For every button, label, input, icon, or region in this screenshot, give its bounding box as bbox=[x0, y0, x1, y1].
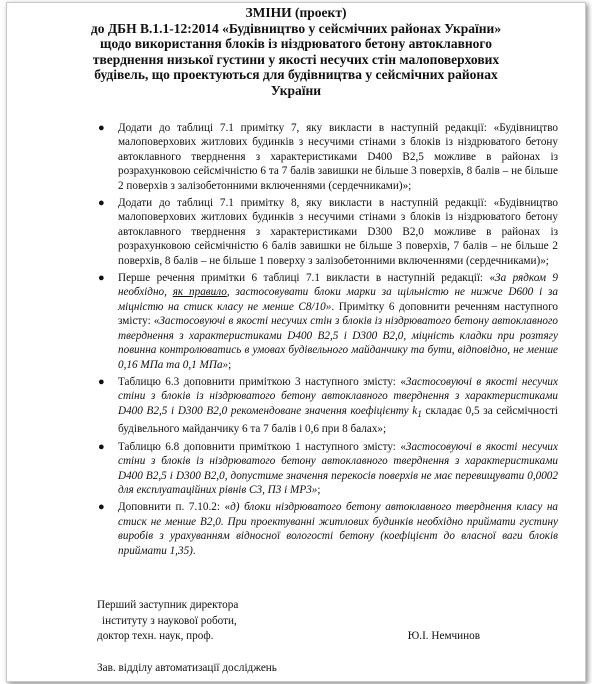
item-text: Таблицю 6.3 доповнити приміткою 3 наступного змісту: « bbox=[118, 375, 406, 388]
item-text: ; bbox=[228, 358, 232, 371]
signature-line-3: доктор техн. наук, проф. bbox=[97, 630, 214, 642]
item-text: Додати до таблиці 7.1 примітку 7, яку викласти в наступній редакції: «Будівництво малоповерхових житлових будинків з несучими стінами з блоків із ніздрюватого бетону автоклавного тверднення з характеристиками D400 B2,5 можливе в районах із розрахунковою сейсмічністю 6 та 7 балів завишки не більше 3 поверхів, 8 балів – не більше 2 поверхів з залізобетонними включеннями (сердечниками)»; bbox=[118, 122, 558, 192]
title-line-3: щодо використання блоків із ніздрюватого бетону автоклавного bbox=[100, 36, 492, 51]
title-line-5: будівель, що проектуються для будівництва у сейсмічних районах bbox=[94, 67, 498, 82]
signature-line-1: Перший заступник директора bbox=[97, 599, 239, 611]
title-line-1: ЗМІНИ (проект) bbox=[245, 5, 347, 20]
list-item bbox=[98, 121, 558, 193]
bullet-icon: ● bbox=[98, 440, 105, 453]
item-text: . Примітку 6 доповнити реченням наступного змісту: « bbox=[118, 300, 558, 328]
signature-block bbox=[97, 598, 517, 645]
document-title bbox=[55, 5, 537, 98]
footer-line: Зав. відділу автоматизації досліджень bbox=[97, 662, 277, 674]
item-text: складає 0,5 за сейсмічності будівельного майданчику 6 та 7 балів і 0,6 при 8 балах»; bbox=[118, 404, 559, 436]
bullet-icon: ● bbox=[98, 375, 105, 388]
subscript: 1 bbox=[417, 409, 422, 420]
item-text: . bbox=[192, 544, 196, 557]
title-line-4: тверднення низької густини у якості несучих стін малоповерхових bbox=[92, 51, 500, 67]
item-text: ; bbox=[317, 483, 321, 496]
item-text-italic: д) блоки ніздрюватого бетону автоклавного тверднення класу на стиск не менше В2,0. При проектуванні житлових будинків необхідно приймати густину виробів з урахуванням відносної вологості бетону (коефіцієнт до власної ваги блоків приймати 1,35) bbox=[118, 501, 558, 557]
item-text-italic: Застосовуючі в якості несучих стін з блоків із ніздрюватого бетону автоклавного тверднення з характеристиками D400 B2,5 і D300 B2,0, міцність кладки при розтягу повинна контролюватись в умовах будівельного майданчику та бути, відповідно, не менше 0,16 МПа та 0,1 МПа» bbox=[118, 315, 558, 371]
title-line-6: України bbox=[270, 82, 322, 98]
list-item bbox=[98, 271, 558, 372]
bullet-icon: ● bbox=[98, 122, 105, 134]
list-item bbox=[98, 375, 559, 437]
signatory-name: Ю.І. Немчинов bbox=[407, 630, 480, 642]
item-text: Таблицю 6.8 доповнити приміткою 1 наступного змісту: « bbox=[118, 440, 406, 453]
amendment-list bbox=[98, 121, 559, 561]
item-text-underlined: як правило bbox=[172, 286, 227, 299]
bullet-icon: ● bbox=[98, 272, 105, 285]
item-text: Перше речення примітки 6 таблиці 7.1 викласти в наступній редакції: « bbox=[118, 272, 496, 285]
item-text: Доповнити п. 7.10.2: « bbox=[118, 501, 231, 514]
item-text-italic: Застосовуючі в якості несучих стіни з блоків із ніздрюватого бетону автоклавного тверднення з характеристиками D400 B2,5 і D300 B2,0, допустиме значення перекосів поверхів не має перевищувати 0,0002 для експлуатаційних рівнів С3, П3 і МР3» bbox=[118, 440, 558, 496]
signature-line-2: інституту з наукової роботи, bbox=[102, 614, 237, 627]
list-item bbox=[98, 500, 558, 558]
item-text-italic: , застосовувати блоки марки за щільністю не нижче D600 і за міцністю на стиск класу не менше С8/10» bbox=[118, 286, 558, 313]
bullet-icon: ● bbox=[98, 501, 105, 514]
signature-row bbox=[97, 629, 517, 645]
item-text-italic: Застосовуючі в якості несучих стіни з блоків із ніздрюватого бетону автоклавного тверднення з характеристиками D400 B2,5 і D300 B2,0 рекомендоване значення коефіцієнту k bbox=[118, 375, 558, 417]
list-item bbox=[98, 440, 558, 498]
list-item bbox=[98, 196, 558, 268]
bullet-icon: ● bbox=[98, 197, 105, 210]
title-line-2: до ДБН В.1.1-12:2014 «Будівництво у сейсмічних районах України» bbox=[90, 20, 502, 36]
item-text: Додати до таблиці 7.1 примітку 8, яку викласти в наступній редакції: «Будівництво малоповерхових житлових будинків з несучими стінами з блоків із ніздрюватого бетону автоклавного тверднення з характеристиками D300 B2,0 можливе в районах із розрахунковою сейсмічністю 6 балів завишки не більше 3 поверхів, 7 балів – не більше 2 поверхів, 8 балів – не більше 1 поверху з залізобетонними включеннями (сердечниками)»; bbox=[118, 197, 558, 267]
item-text-italic: За рядком 9 необхідно, bbox=[118, 272, 558, 299]
